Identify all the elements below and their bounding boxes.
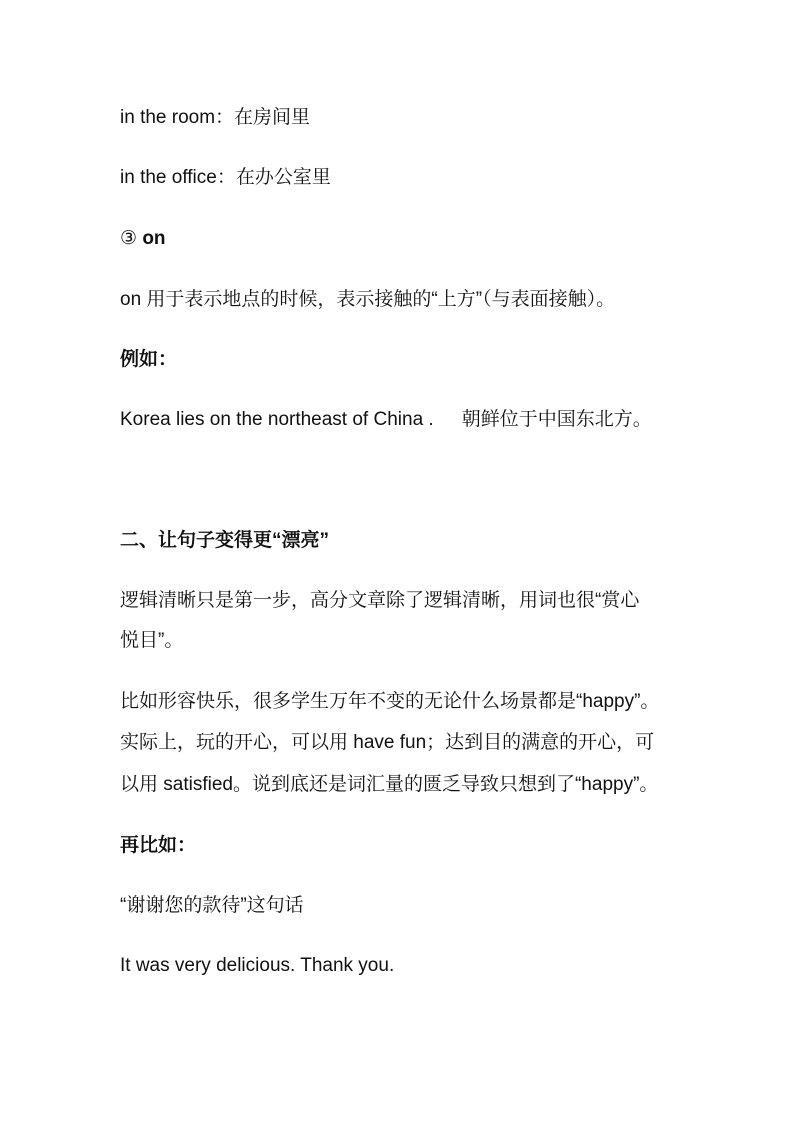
thanks-quote: “谢谢您的款待”这句话	[120, 895, 304, 916]
paragraph-1-line-2: 悦目”。	[120, 630, 184, 651]
example-label: 例如：	[120, 349, 178, 370]
list-item-on-word: on	[142, 228, 166, 249]
paragraph-2-line-3: 以用 satisfied。说到底还是词汇量的匮乏导致只想到了“happy”。	[120, 774, 659, 795]
on-usage-text: on 用于表示地点的时候，表示接触的“上方”（与表面接触）。	[120, 289, 616, 310]
paragraph-2-line-2: 实际上，玩的开心，可以用 have fun；达到目的满意的开心，可	[120, 732, 655, 753]
paragraph-1-line-1: 逻辑清晰只是第一步，高分文章除了逻辑清晰，用词也很“赏心	[120, 590, 640, 611]
example-sentence-english: Korea lies on the northeast of China .	[120, 409, 434, 430]
section-heading: 二、让句子变得更“漂亮”	[120, 530, 330, 551]
example-label-2: 再比如：	[120, 835, 197, 856]
phrase-in-the-office: in the office：在办公室里	[120, 167, 331, 188]
example-sentence	[120, 408, 652, 432]
paragraph-2-line-1: 比如形容快乐，很多学生万年不变的无论什么场景都是“happy”。	[120, 691, 660, 712]
list-item-on	[120, 227, 166, 251]
phrase-in-the-room: in the room：在房间里	[120, 107, 311, 128]
circled-number-three: ③	[120, 228, 138, 249]
thanks-english: It was very delicious. Thank you.	[120, 955, 395, 976]
example-sentence-chinese: 朝鲜位于中国东北方。	[461, 409, 652, 430]
